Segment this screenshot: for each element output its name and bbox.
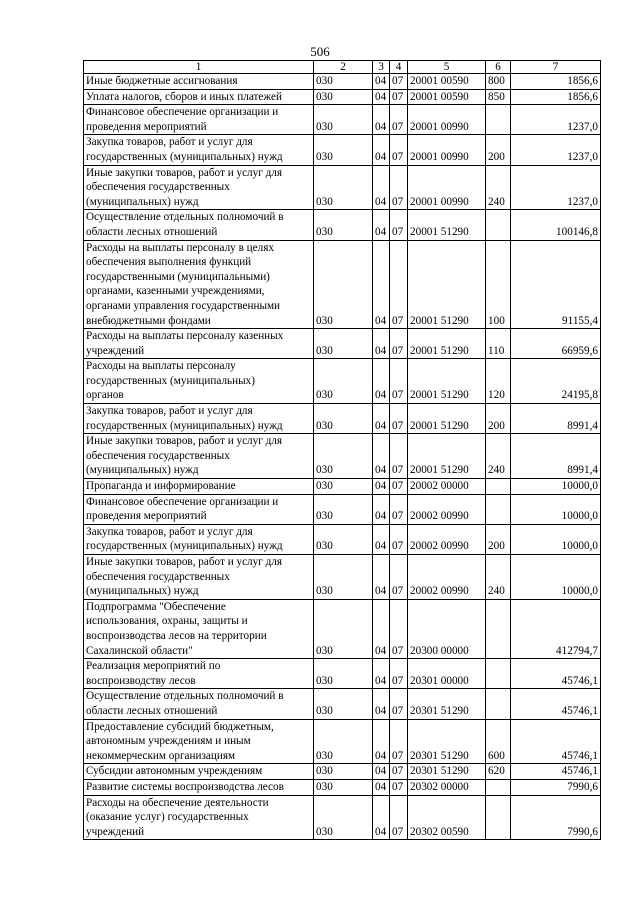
row-target-article-code: 20001 51290 (408, 359, 486, 404)
header-col-6: 6 (486, 61, 511, 74)
table-row (84, 210, 601, 240)
row-expense-type-code: 120 (486, 359, 511, 404)
row-amount: 91155,4 (511, 240, 601, 329)
row-description: Уплата налогов, сборов и иных платежей (84, 89, 314, 105)
row-target-article-code: 20001 00590 (408, 74, 486, 90)
row-section-code: 04 (373, 135, 390, 165)
table-row (84, 135, 601, 165)
row-expense-type-code: 110 (486, 329, 511, 359)
row-section-code: 04 (373, 555, 390, 600)
table-row (84, 599, 601, 658)
row-target-article-code: 20001 00990 (408, 165, 486, 210)
row-expense-type-code: 600 (486, 719, 511, 764)
row-subsection-code: 07 (390, 719, 408, 764)
row-expense-type-code: 200 (486, 524, 511, 554)
table-row (84, 434, 601, 479)
row-admin-code: 030 (314, 779, 373, 795)
table-body (84, 74, 601, 840)
row-amount: 8991,4 (511, 404, 601, 434)
table-row (84, 719, 601, 764)
row-subsection-code: 07 (390, 555, 408, 600)
row-target-article-code: 20001 00990 (408, 135, 486, 165)
row-subsection-code: 07 (390, 764, 408, 780)
row-subsection-code: 07 (390, 105, 408, 135)
row-subsection-code: 07 (390, 329, 408, 359)
row-description: Предоставление субсидий бюджетным, автономным учреждениям и иным некоммерческим организациям (84, 719, 314, 764)
table-row (84, 404, 601, 434)
row-section-code: 04 (373, 479, 390, 495)
row-expense-type-code (486, 494, 511, 524)
table-row (84, 689, 601, 719)
row-target-article-code: 20301 51290 (408, 719, 486, 764)
row-subsection-code: 07 (390, 524, 408, 554)
row-admin-code: 030 (314, 74, 373, 90)
row-section-code: 04 (373, 779, 390, 795)
row-description: Расходы на выплаты персоналу государственных (муниципальных) органов (84, 359, 314, 404)
row-amount: 8991,4 (511, 434, 601, 479)
row-section-code: 04 (373, 165, 390, 210)
row-admin-code: 030 (314, 599, 373, 658)
row-description: Иные закупки товаров, работ и услуг для обеспечения государственных (муниципальных) нужд (84, 165, 314, 210)
table-row (84, 359, 601, 404)
table-row (84, 240, 601, 329)
table-row (84, 659, 601, 689)
table-row (84, 329, 601, 359)
row-target-article-code: 20002 00000 (408, 479, 486, 495)
header-col-2: 2 (314, 61, 373, 74)
row-admin-code: 030 (314, 135, 373, 165)
row-section-code: 04 (373, 524, 390, 554)
row-amount: 45746,1 (511, 719, 601, 764)
table-row (84, 779, 601, 795)
row-expense-type-code (486, 779, 511, 795)
row-description: Расходы на выплаты персоналу казенных учреждений (84, 329, 314, 359)
row-amount: 45746,1 (511, 689, 601, 719)
row-admin-code: 030 (314, 210, 373, 240)
row-amount: 412794,7 (511, 599, 601, 658)
row-subsection-code: 07 (390, 659, 408, 689)
row-description: Подпрограмма "Обеспечение использования, охраны, защиты и воспроизводства лесов на территории Сахалинской области" (84, 599, 314, 658)
row-target-article-code: 20302 00590 (408, 795, 486, 840)
row-amount: 66959,6 (511, 329, 601, 359)
row-description: Осуществление отдельных полномочий в области лесных отношений (84, 689, 314, 719)
row-subsection-code: 07 (390, 165, 408, 210)
row-description: Закупка товаров, работ и услуг для государственных (муниципальных) нужд (84, 404, 314, 434)
table-row (84, 764, 601, 780)
row-section-code: 04 (373, 719, 390, 764)
table-header (84, 61, 601, 74)
row-admin-code: 030 (314, 329, 373, 359)
row-target-article-code: 20001 51290 (408, 240, 486, 329)
row-description: Реализация мероприятий по воспроизводству лесов (84, 659, 314, 689)
table-row (84, 795, 601, 840)
row-admin-code: 030 (314, 795, 373, 840)
row-section-code: 04 (373, 359, 390, 404)
table-row (84, 479, 601, 495)
header-col-7: 7 (511, 61, 601, 74)
row-description: Закупка товаров, работ и услуг для государственных (муниципальных) нужд (84, 135, 314, 165)
row-subsection-code: 07 (390, 404, 408, 434)
row-section-code: 04 (373, 89, 390, 105)
row-description: Пропаганда и информирование (84, 479, 314, 495)
row-target-article-code: 20001 51290 (408, 329, 486, 359)
row-admin-code: 030 (314, 240, 373, 329)
table-row (84, 89, 601, 105)
row-description: Закупка товаров, работ и услуг для государственных (муниципальных) нужд (84, 524, 314, 554)
row-subsection-code: 07 (390, 240, 408, 329)
row-amount: 1237,0 (511, 135, 601, 165)
row-description: Расходы на обеспечение деятельности (оказание услуг) государственных учреждений (84, 795, 314, 840)
row-target-article-code: 20300 00000 (408, 599, 486, 658)
row-expense-type-code (486, 599, 511, 658)
row-target-article-code: 20002 00990 (408, 494, 486, 524)
row-expense-type-code: 240 (486, 434, 511, 479)
header-col-5: 5 (408, 61, 486, 74)
row-expense-type-code: 100 (486, 240, 511, 329)
row-admin-code: 030 (314, 555, 373, 600)
row-target-article-code: 20001 51290 (408, 210, 486, 240)
row-amount: 1856,6 (511, 74, 601, 90)
row-subsection-code: 07 (390, 494, 408, 524)
row-section-code: 04 (373, 764, 390, 780)
row-expense-type-code (486, 689, 511, 719)
row-expense-type-code (486, 479, 511, 495)
row-expense-type-code (486, 210, 511, 240)
row-target-article-code: 20001 51290 (408, 434, 486, 479)
page-number: 506 (310, 44, 330, 59)
row-section-code: 04 (373, 494, 390, 524)
row-amount: 1237,0 (511, 105, 601, 135)
row-section-code: 04 (373, 329, 390, 359)
row-admin-code: 030 (314, 494, 373, 524)
row-expense-type-code: 200 (486, 135, 511, 165)
row-description: Иные закупки товаров, работ и услуг для обеспечения государственных (муниципальных) нужд (84, 434, 314, 479)
row-subsection-code: 07 (390, 779, 408, 795)
row-subsection-code: 07 (390, 795, 408, 840)
row-target-article-code: 20002 00990 (408, 555, 486, 600)
row-amount: 24195,8 (511, 359, 601, 404)
row-section-code: 04 (373, 210, 390, 240)
row-amount: 10000,0 (511, 494, 601, 524)
row-description: Расходы на выплаты персоналу в целях обеспечения выполнения функций государственными (муниципальными) органами, казенными учреждениями, органами управления государственными внебюджетными фондами (84, 240, 314, 329)
row-amount: 10000,0 (511, 479, 601, 495)
row-section-code: 04 (373, 795, 390, 840)
row-subsection-code: 07 (390, 359, 408, 404)
row-amount: 1856,6 (511, 89, 601, 105)
row-amount: 10000,0 (511, 524, 601, 554)
row-subsection-code: 07 (390, 74, 408, 90)
row-subsection-code: 07 (390, 89, 408, 105)
row-description: Развитие системы воспроизводства лесов (84, 779, 314, 795)
row-expense-type-code (486, 659, 511, 689)
row-admin-code: 030 (314, 434, 373, 479)
row-expense-type-code: 850 (486, 89, 511, 105)
row-amount: 10000,0 (511, 555, 601, 600)
row-expense-type-code (486, 795, 511, 840)
row-admin-code: 030 (314, 764, 373, 780)
table-row (84, 555, 601, 600)
row-amount: 1237,0 (511, 165, 601, 210)
row-section-code: 04 (373, 74, 390, 90)
row-admin-code: 030 (314, 479, 373, 495)
table-row (84, 494, 601, 524)
row-target-article-code: 20001 51290 (408, 404, 486, 434)
row-target-article-code: 20001 00990 (408, 105, 486, 135)
row-target-article-code: 20302 00000 (408, 779, 486, 795)
row-target-article-code: 20002 00990 (408, 524, 486, 554)
row-section-code: 04 (373, 434, 390, 479)
row-section-code: 04 (373, 105, 390, 135)
row-admin-code: 030 (314, 105, 373, 135)
row-subsection-code: 07 (390, 479, 408, 495)
row-subsection-code: 07 (390, 599, 408, 658)
row-admin-code: 030 (314, 659, 373, 689)
table-row (84, 74, 601, 90)
row-description: Иные бюджетные ассигнования (84, 74, 314, 90)
table-row (84, 105, 601, 135)
row-target-article-code: 20301 51290 (408, 764, 486, 780)
row-admin-code: 030 (314, 89, 373, 105)
row-expense-type-code: 200 (486, 404, 511, 434)
row-amount: 100146,8 (511, 210, 601, 240)
row-expense-type-code: 800 (486, 74, 511, 90)
row-admin-code: 030 (314, 359, 373, 404)
header-col-4: 4 (390, 61, 408, 74)
row-target-article-code: 20301 00000 (408, 659, 486, 689)
row-amount: 7990,6 (511, 779, 601, 795)
row-section-code: 04 (373, 689, 390, 719)
row-section-code: 04 (373, 240, 390, 329)
row-expense-type-code: 240 (486, 555, 511, 600)
row-description: Финансовое обеспечение организации и проведения мероприятий (84, 105, 314, 135)
row-expense-type-code: 620 (486, 764, 511, 780)
row-description: Осуществление отдельных полномочий в области лесных отношений (84, 210, 314, 240)
header-col-1: 1 (84, 61, 314, 74)
row-description: Иные закупки товаров, работ и услуг для обеспечения государственных (муниципальных) нужд (84, 555, 314, 600)
header-col-3: 3 (373, 61, 390, 74)
row-subsection-code: 07 (390, 689, 408, 719)
row-section-code: 04 (373, 404, 390, 434)
row-description: Субсидии автономным учреждениям (84, 764, 314, 780)
row-subsection-code: 07 (390, 210, 408, 240)
row-target-article-code: 20301 51290 (408, 689, 486, 719)
row-admin-code: 030 (314, 404, 373, 434)
row-section-code: 04 (373, 599, 390, 658)
row-amount: 45746,1 (511, 659, 601, 689)
row-amount: 7990,6 (511, 795, 601, 840)
row-amount: 45746,1 (511, 764, 601, 780)
row-admin-code: 030 (314, 165, 373, 210)
header-row (84, 61, 601, 74)
row-admin-code: 030 (314, 719, 373, 764)
row-expense-type-code (486, 105, 511, 135)
row-admin-code: 030 (314, 524, 373, 554)
budget-table (83, 60, 601, 840)
table-row (84, 524, 601, 554)
row-description: Финансовое обеспечение организации и проведения мероприятий (84, 494, 314, 524)
table-row (84, 165, 601, 210)
row-section-code: 04 (373, 659, 390, 689)
row-subsection-code: 07 (390, 434, 408, 479)
row-admin-code: 030 (314, 689, 373, 719)
row-subsection-code: 07 (390, 135, 408, 165)
row-expense-type-code: 240 (486, 165, 511, 210)
row-target-article-code: 20001 00590 (408, 89, 486, 105)
